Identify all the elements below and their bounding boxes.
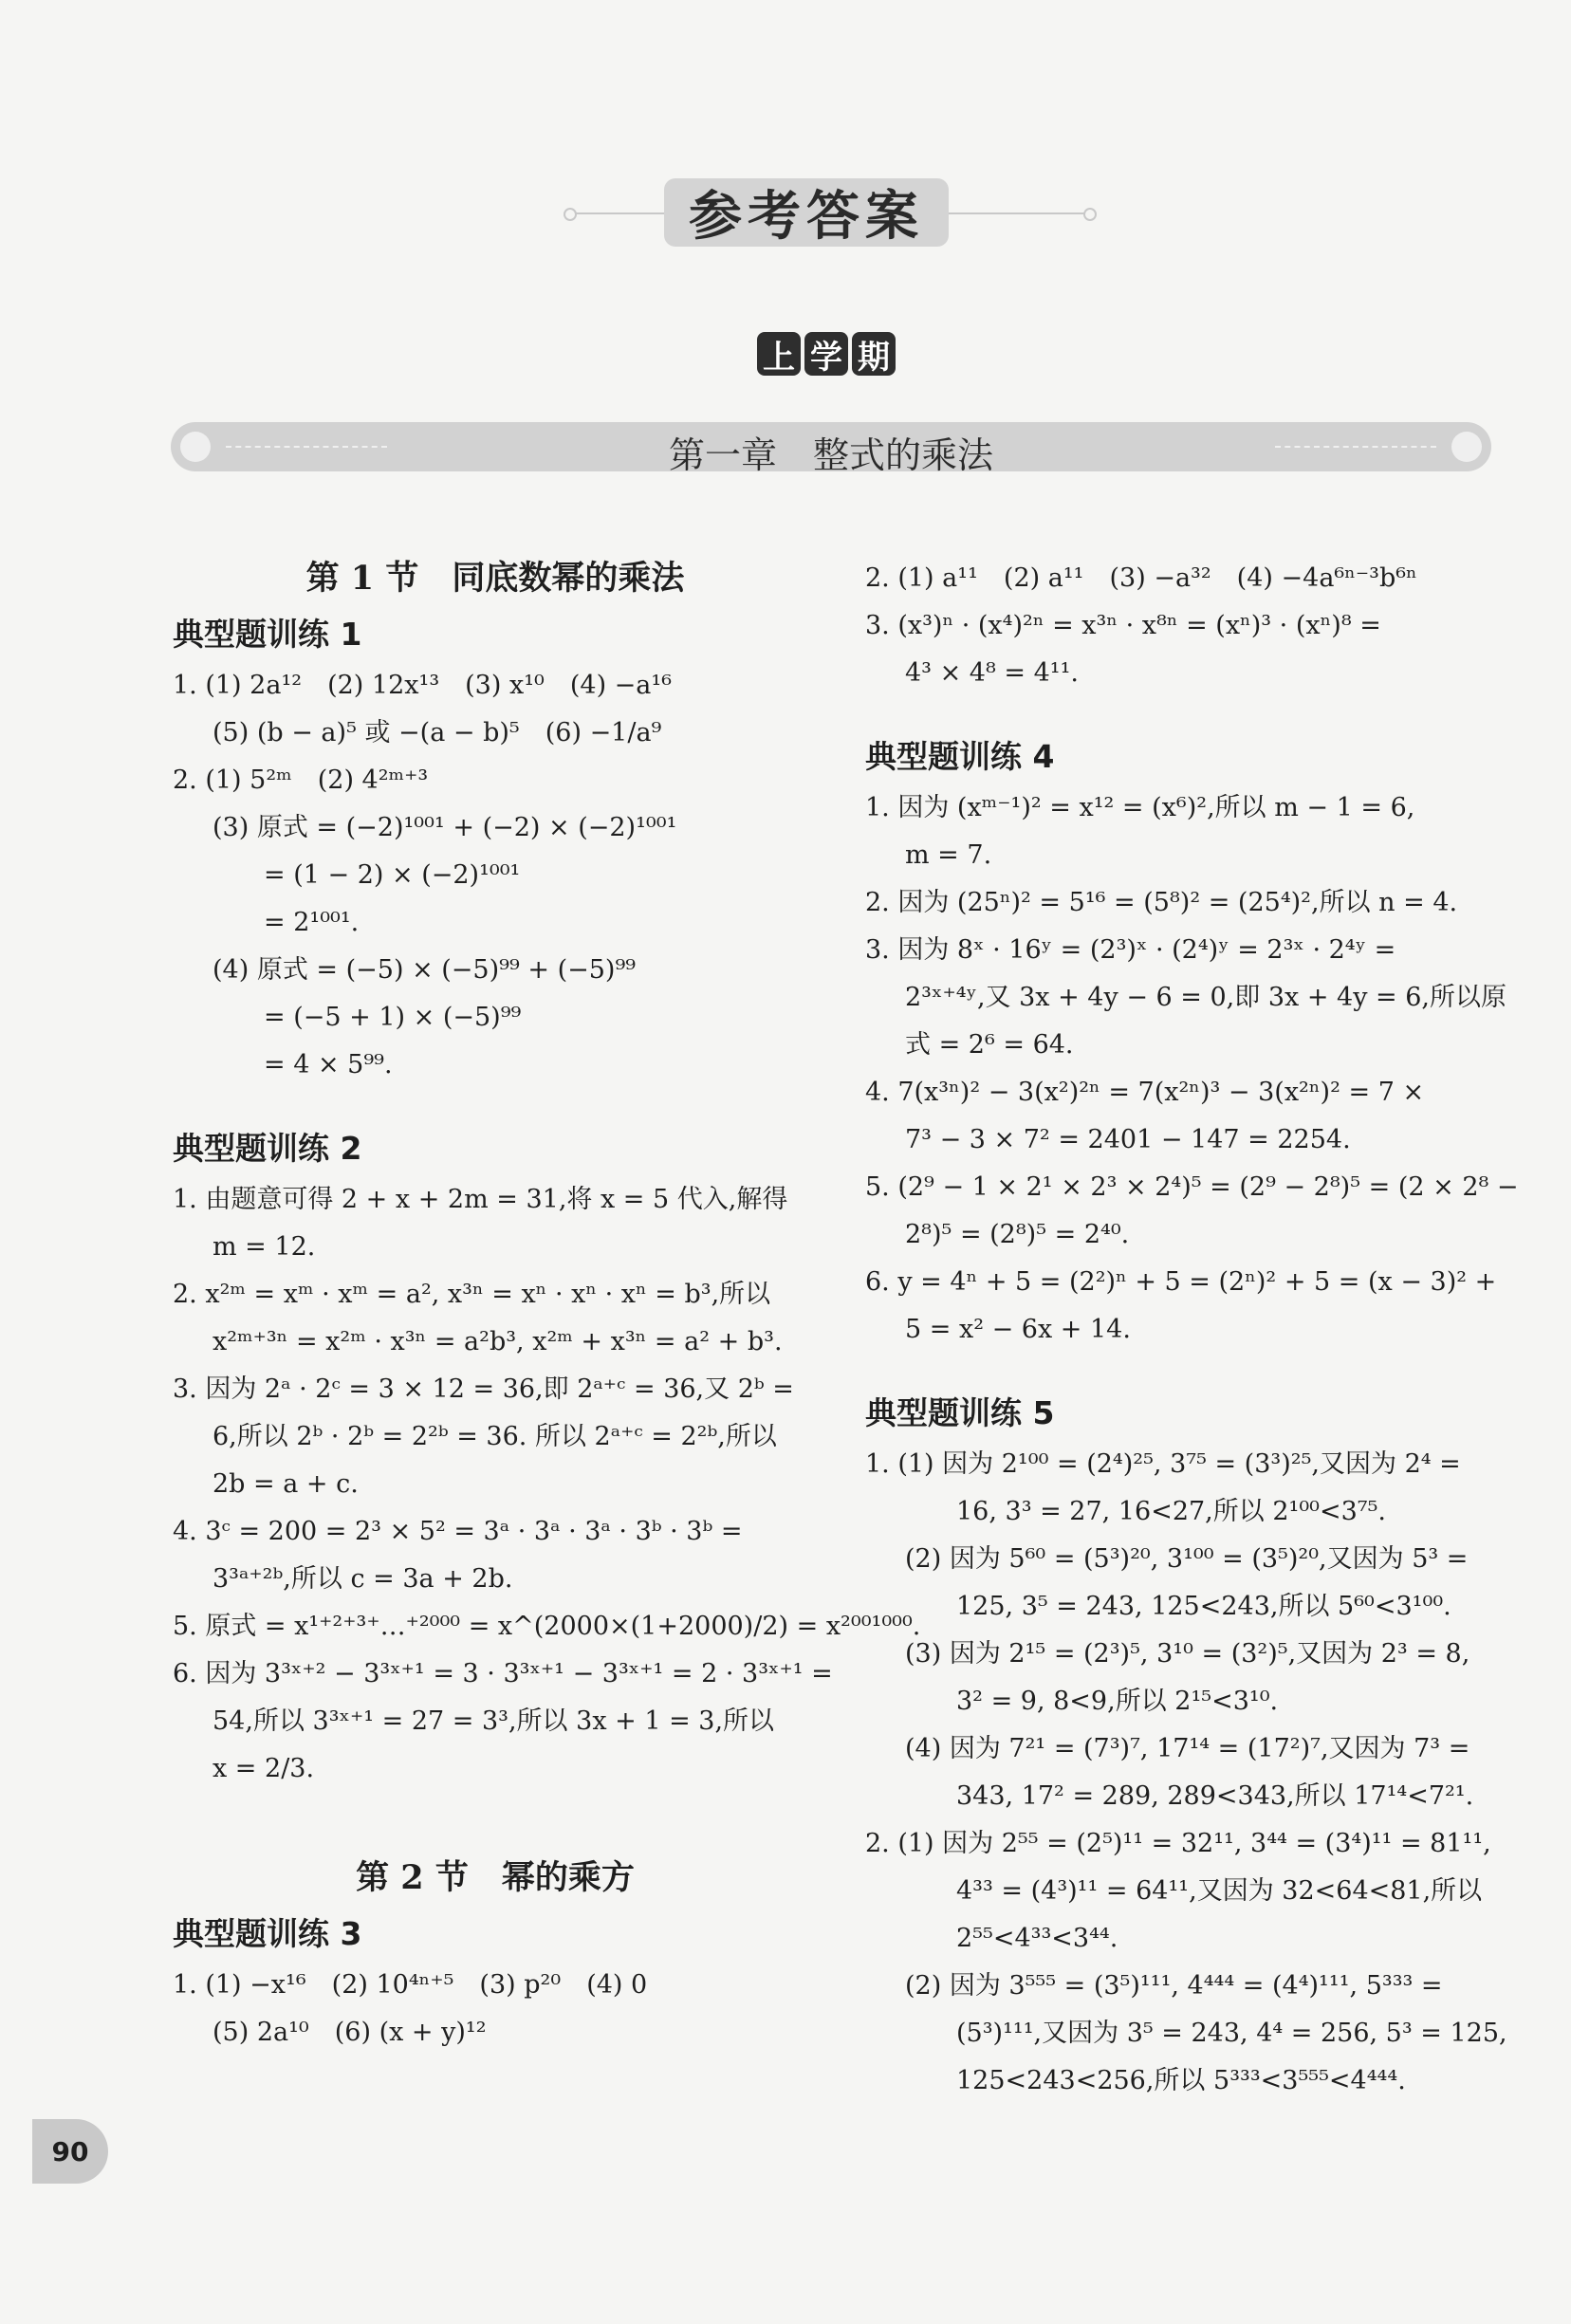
answer-line: 3. (x³)ⁿ · (x⁴)²ⁿ = x³ⁿ · x⁸ⁿ = (xⁿ)³ · (xⁿ)⁸ = [865,611,1381,640]
exercise-heading: 典型题训练 2 [173,1130,362,1167]
answer-line: 2⁵⁵<4³³<3⁴⁴. [956,1924,1118,1953]
page-number: 90 [32,2119,108,2184]
answer-line: 5. 原式 = x¹⁺²⁺³⁺…⁺²⁰⁰⁰ = x^(2000×(1+2000)/2) = x²⁰⁰¹⁰⁰⁰. [173,1612,921,1641]
title-rule-left [569,212,664,214]
answer-line: = (1 − 2) × (−2)¹⁰⁰¹ [264,860,521,890]
semester-char: 上 [757,332,801,376]
answer-line: 3. 因为 8ˣ · 16ʸ = (2³)ˣ · (2⁴)ʸ = 2³ˣ · 2⁴ʸ = [865,935,1396,965]
answer-line: 3³ᵃ⁺²ᵇ,所以 c = 3a + 2b. [213,1564,513,1594]
answer-line: 5 = x² − 6x + 14. [905,1315,1131,1344]
chapter-bar-cap-right [1451,432,1482,462]
answer-line: 54,所以 3³ˣ⁺¹ = 27 = 3³,所以 3x + 1 = 3,所以 [213,1706,775,1736]
answer-line: 125<243<256,所以 5³³³<3⁵⁵⁵<4⁴⁴⁴. [956,2066,1406,2095]
answer-line: 343, 17² = 289, 289<343,所以 17¹⁴<7²¹. [956,1781,1474,1811]
answer-line: (5) (b − a)⁵ 或 −(a − b)⁵ (6) −1/a⁹ [213,718,662,747]
answer-line: = 2¹⁰⁰¹. [264,908,360,937]
exercise-heading: 典型题训练 4 [865,738,1055,775]
title-rule-right [949,212,1091,214]
answer-line: 6,所以 2ᵇ · 2ᵇ = 2²ᵇ = 36. 所以 2ᵃ⁺ᶜ = 2²ᵇ,所以 [213,1422,777,1451]
semester-char: 学 [804,332,848,376]
chapter-title: 第一章 整式的乘法 [668,434,993,476]
answer-line: 3. 因为 2ᵃ · 2ᶜ = 3 × 12 = 36,即 2ᵃ⁺ᶜ = 36,又 2ᵇ = [173,1374,794,1404]
right-column [865,555,1519,2105]
answer-line: (4) 原式 = (−5) × (−5)⁹⁹ + (−5)⁹⁹ [213,955,637,985]
answer-line: 4³³ = (4³)¹¹ = 64¹¹,又因为 32<64<81,所以 [956,1876,1483,1906]
exercise-heading: 典型题训练 3 [173,1915,362,1952]
spacer [865,1354,1510,1386]
answer-line: 5. (2⁹ − 1 × 2¹ × 2³ × 2⁴)⁵ = (2⁹ − 2⁸)⁵ = (2 × 2⁸ − [865,1172,1519,1202]
answer-line: 4. 7(x³ⁿ)² − 3(x²)²ⁿ = 7(x²ⁿ)³ − 3(x²ⁿ)² = 7 × [865,1078,1425,1107]
answer-line: 2⁸)⁵ = (2⁸)⁵ = 2⁴⁰. [905,1220,1130,1249]
section-title: 第 1 节 同底数幂的乘法 [305,559,685,598]
answer-line: 2. (1) 5²ᵐ (2) 4²ᵐ⁺³ [173,765,429,795]
semester-badge [757,332,896,379]
answer-line: m = 7. [905,840,992,870]
answer-line: = (−5 + 1) × (−5)⁹⁹ [264,1003,522,1032]
answer-line: 2. 因为 (25ⁿ)² = 5¹⁶ = (5⁸)² = (25⁴)²,所以 n = 4. [865,888,1458,917]
answer-line: (3) 因为 2¹⁵ = (2³)⁵, 3¹⁰ = (3²)⁵,又因为 2³ = 8, [905,1639,1470,1669]
answer-line: 125, 3⁵ = 243, 125<243,所以 5⁶⁰<3¹⁰⁰. [956,1592,1451,1621]
answer-line: 6. 因为 3³ˣ⁺² − 3³ˣ⁺¹ = 3 · 3³ˣ⁺¹ − 3³ˣ⁺¹ = 2 · 3³ˣ⁺¹ = [173,1659,833,1688]
answer-line: 4³ × 4⁸ = 4¹¹. [905,658,1079,688]
answer-line: 2. (1) a¹¹ (2) a¹¹ (3) −a³² (4) −4a⁶ⁿ⁻³b⁶ⁿ [865,563,1417,593]
page-title: 参考答案 [664,178,949,247]
answer-line: 2. (1) 因为 2⁵⁵ = (2⁵)¹¹ = 32¹¹, 3⁴⁴ = (3⁴)¹¹ = 81¹¹, [865,1829,1491,1858]
spacer [173,1793,818,1850]
chapter-bar [171,422,1491,476]
answer-line: 2b = a + c. [213,1469,359,1499]
left-column [173,550,921,2057]
answer-line: (4) 因为 7²¹ = (7³)⁷, 17¹⁴ = (17²)⁷,又因为 7³ = [905,1734,1470,1763]
answer-line: x²ᵐ⁺³ⁿ = x²ᵐ · x³ⁿ = a²b³, x²ᵐ + x³ⁿ = a² + b³. [213,1327,783,1356]
answer-line: 3² = 9, 8<9,所以 2¹⁵<3¹⁰. [956,1687,1279,1716]
answer-line: 7³ − 3 × 7² = 2401 − 147 = 2254. [905,1125,1351,1154]
section-title: 第 2 节 幂的乘方 [356,1858,635,1897]
exercise-heading: 典型题训练 1 [173,616,362,653]
chapter-bar-dash-right [1275,446,1436,448]
answer-line: 2. x²ᵐ = xᵐ · xᵐ = a², x³ⁿ = xⁿ · xⁿ · xⁿ = b³,所以 [173,1280,771,1309]
answer-line: = 4 × 5⁹⁹. [264,1050,393,1079]
answer-line: 1. (1) −x¹⁶ (2) 10⁴ⁿ⁺⁵ (3) p²⁰ (4) 0 [173,1970,648,2000]
answer-line: (3) 原式 = (−2)¹⁰⁰¹ + (−2) × (−2)¹⁰⁰¹ [213,813,677,842]
answer-line: 式 = 2⁶ = 64. [905,1030,1074,1060]
answer-line: 2³ˣ⁺⁴ʸ,又 3x + 4y − 6 = 0,即 3x + 4y = 6,所以原 [905,983,1507,1012]
spacer [173,1089,818,1121]
answer-line: 1. (1) 2a¹² (2) 12x¹³ (3) x¹⁰ (4) −a¹⁶ [173,671,673,700]
title-dot-left [564,208,577,221]
title-banner [0,171,1571,256]
title-dot-right [1083,208,1097,221]
answer-line: 6. y = 4ⁿ + 5 = (2²)ⁿ + 5 = (2ⁿ)² + 5 = (x − 3)² + [865,1267,1497,1297]
answer-line: 1. (1) 因为 2¹⁰⁰ = (2⁴)²⁵, 3⁷⁵ = (3³)²⁵,又因为 2⁴ = [865,1449,1461,1479]
answer-line: 16, 3³ = 27, 16<27,所以 2¹⁰⁰<3⁷⁵. [956,1497,1387,1526]
answer-line: (5³)¹¹¹,又因为 3⁵ = 243, 4⁴ = 256, 5³ = 125, [956,2019,1507,2048]
answer-line: 1. 由题意可得 2 + x + 2m = 31,将 x = 5 代入,解得 [173,1185,788,1214]
semester-char: 期 [852,332,896,376]
exercise-heading: 典型题训练 5 [865,1394,1055,1431]
answer-line: 1. 因为 (xᵐ⁻¹)² = x¹² = (x⁶)²,所以 m − 1 = 6, [865,793,1415,822]
answer-line: (2) 因为 5⁶⁰ = (5³)²⁰, 3¹⁰⁰ = (3⁵)²⁰,又因为 5³ = [905,1544,1469,1574]
answer-line: m = 12. [213,1232,316,1262]
answer-line: x = 2/3. [213,1754,315,1783]
answer-line: (2) 因为 3⁵⁵⁵ = (3⁵)¹¹¹, 4⁴⁴⁴ = (4⁴)¹¹¹, 5³³³ = [905,1971,1443,2001]
answer-line: (5) 2a¹⁰ (6) (x + y)¹² [213,2018,487,2047]
answer-line: 4. 3ᶜ = 200 = 2³ × 5² = 3ᵃ · 3ᵃ · 3ᵃ · 3ᵇ · 3ᵇ = [173,1517,743,1546]
spacer [865,697,1510,729]
